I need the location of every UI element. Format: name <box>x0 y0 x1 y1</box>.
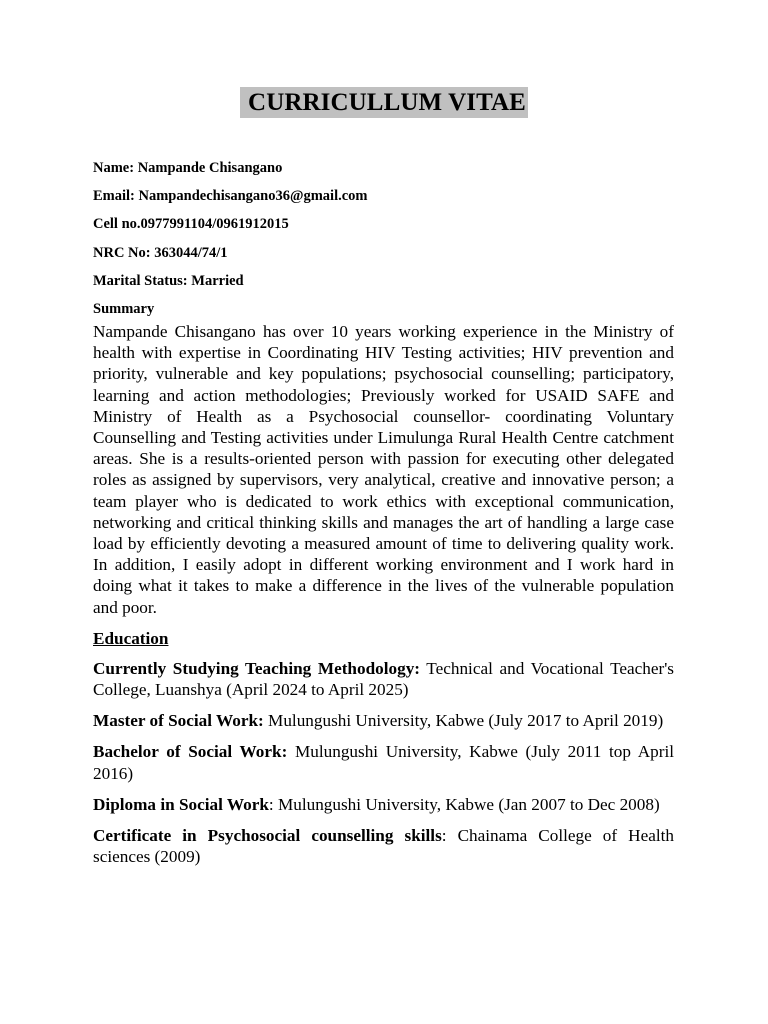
education-qualification: Certificate in Psychosocial counselling skills <box>93 826 442 845</box>
email-line: Email: Nampandechisangano36@gmail.com <box>93 188 368 205</box>
title-wrapper <box>0 87 768 118</box>
education-qualification: Diploma in Social Work <box>93 794 269 814</box>
education-detail: Mulungushi University, Kabwe (July 2011 top April 2016) <box>93 742 674 783</box>
cv-content <box>93 158 674 877</box>
name-line: Name: Nampande Chisangano <box>93 160 283 176</box>
summary-heading: Summary <box>93 300 155 317</box>
education-detail: Technical and Vocational Teacher's College, Luanshya (April 2024 to April 2025) <box>93 658 674 699</box>
education-qualification: Master of Social Work: <box>93 711 264 731</box>
education-qualification: Currently Studying Teaching Methodology: <box>93 658 421 678</box>
education-detail: Mulungushi University, Kabwe (July 2017 to April 2019) <box>263 711 664 731</box>
education-qualification: Bachelor of Social Work: <box>93 742 288 762</box>
nrc-line: NRC No: 363044/74/1 <box>93 244 228 261</box>
summary-paragraph: Nampande Chisangano has over 10 years working experience in the Ministry of health with expertise in Coordinating HIV Testing activities; HIV prevention and priority, vulnerable and key populations; psychosocial counselling; participatory, learning and action methodologies; Previously worked for USAID SAFE and Ministry of Health as a Psychosocial counsellor- coordinating Voluntary Counselling and Testing activities under Limulunga Rural Health Centre catchment areas. She is a results-oriented person with passion for executing other delegated roles as assigned by supervisors, very analytical, creative and innovative person; a team player who is dedicated to work ethics with exceptional communication, networking and critical thinking skills and manages the art of handling a large case load by efficiently devoting a measured amount of time to delivering quality work. In addition, I easily adopt in different working environment and I work hard in doing what it takes to make a difference in the lives of the vulnerable population and poor. <box>93 321 674 617</box>
education-item <box>93 794 674 815</box>
education-item <box>93 825 674 867</box>
document-title: CURRICULLUM VITAE <box>240 87 528 118</box>
education-item <box>93 741 674 783</box>
education-detail: : Mulungushi University, Kabwe (Jan 2007 to Dec 2008) <box>268 794 660 814</box>
education-item <box>93 658 674 700</box>
cell-line: Cell no.0977991104/0961912015 <box>93 216 289 233</box>
education-item <box>93 710 674 731</box>
education-detail: : Chainama College of Health sciences (2009) <box>93 826 674 867</box>
marital-status-line: Marital Status: Married <box>93 272 244 289</box>
education-heading: Education <box>93 628 169 648</box>
